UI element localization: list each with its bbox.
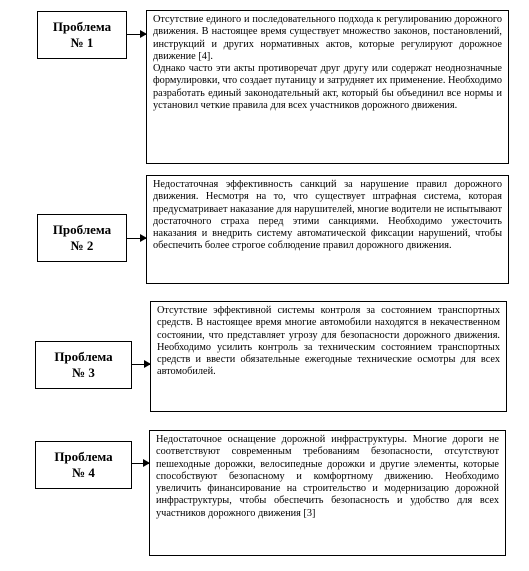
problem-3-title: Проблема <box>54 349 113 364</box>
problem-4-label-box <box>35 441 132 489</box>
problem-1-label-box <box>37 11 127 59</box>
problem-4-paragraph-1: Недостаточное оснащение дорожной инфраструктуры. Многие дороги не соответствуют современным требованиям безопасности, отсутствуют пешеходные дорожки, велосипедные дорожки и другие элементы, которые способствуют безопасному и комфортному движению. Необходимо увеличить финансирование на строительство и модернизацию дорожной инфраструктуры, чтобы обеспечить безопасность и удобство для всех участников дорожного движения [3] <box>156 434 499 519</box>
problem-2-number: № 2 <box>70 238 94 253</box>
problem-2-label-box <box>37 214 127 262</box>
problem-3-label-box <box>35 341 132 389</box>
problem-4-arrow <box>132 463 149 464</box>
problem-3-paragraph-1: Отсутствие эффективной системы контроля за состоянием транспортных средств. В настоящее время многие автомобили находятся в некачественном состоянии, что представляет угрозу для безопасности дорожного движения. Необходимо усилить контроль за техническим состоянием транспортных средств и ввести обязательные ежегодные технические осмотры для всех автомобилей. <box>157 305 500 378</box>
problem-4-number: № 4 <box>72 465 95 480</box>
problem-3-number: № 3 <box>72 365 95 380</box>
problem-4-title: Проблема <box>54 449 113 464</box>
problem-1-title: Проблема <box>52 19 112 34</box>
problem-1-paragraph-1: Отсутствие единого и последовательного подхода к регулированию дорожного движения. В настоящее время существует множество законов, постановлений, инструкций и других нормативных актов, которые регулируют дорожное движение [4]. <box>153 14 502 62</box>
problem-2-arrow <box>127 238 146 239</box>
problem-1-number: № 1 <box>70 35 94 50</box>
problem-2-title: Проблема <box>52 222 112 237</box>
problem-3-description-box <box>150 301 507 412</box>
problem-2-description-box <box>146 175 509 284</box>
problem-1-paragraph-2: Однако часто эти акты противоречат друг другу или содержат неоднозначные формулировки, что создает путаницу и затрудняет их применение. Необходимо разработать единый законодательный акт, который бы объединил все нормы и установил четкие правила для всех участников дорожного движения. <box>153 63 502 112</box>
problem-2-paragraph-1: Недостаточная эффективность санкций за нарушение правил дорожного движения. Несмотря на то, что существует штрафная система, которая предусматривает наказание для нарушителей, многие водители не испытывают достаточного страха перед этими санкциями. Необходимо ужесточить наказания и внедрить систему автоматической фиксации нарушений, чтобы обеспечить более строгое соблюдение правил дорожного движения. <box>153 179 502 252</box>
problem-1-arrow <box>127 34 146 35</box>
problem-4-description-box <box>149 430 506 556</box>
problem-3-arrow <box>132 364 150 365</box>
problem-1-description-box <box>146 10 509 164</box>
